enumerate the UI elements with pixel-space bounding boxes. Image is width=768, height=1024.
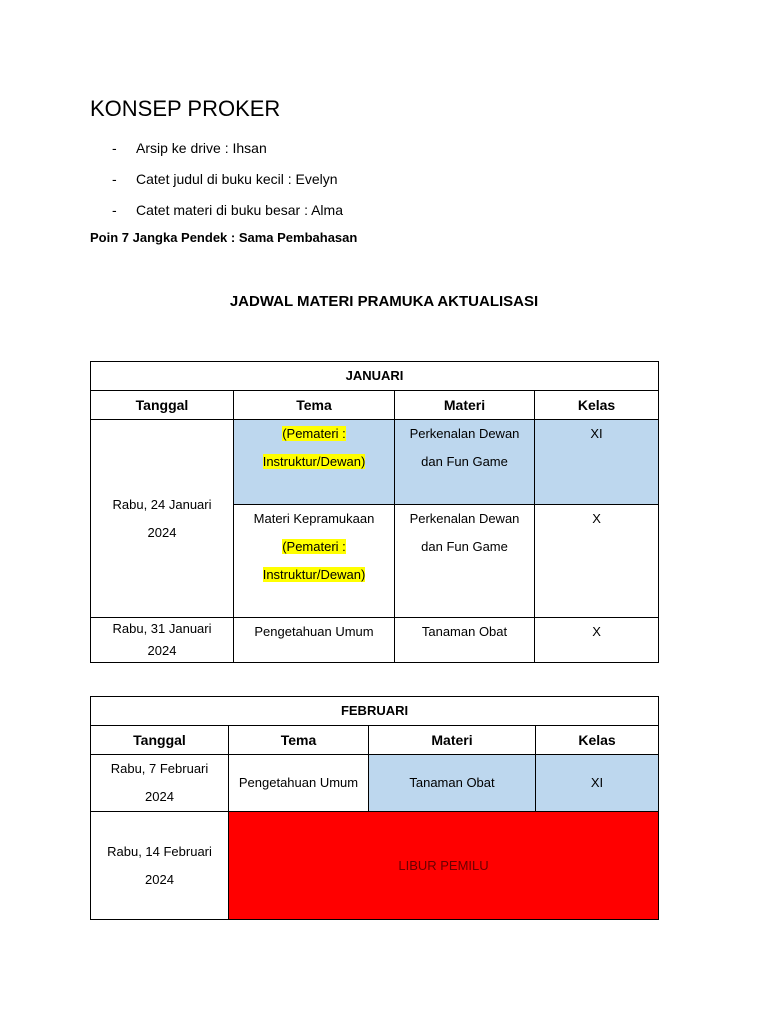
tanggal-year: 2024 [147,524,177,540]
column-header-tema: Tema [234,391,395,420]
table-row [91,618,659,663]
highlighted-text: (Pemateri : [282,539,346,554]
highlighted-text: Instruktur/Dewan) [262,567,366,582]
tema-cell [234,505,395,618]
tanggal-text: Rabu, 24 Januari [112,496,212,512]
bullet-dash: - [112,202,117,218]
tanggal-text: Rabu, 7 Februari [110,761,209,776]
table-row [91,812,659,920]
bullet-dash: - [112,140,117,156]
column-header-tanggal: Tanggal [91,726,229,755]
column-header-kelas: Kelas [536,726,659,755]
materi-text: Perkenalan Dewan [409,511,520,526]
highlighted-text: (Pemateri : [282,426,346,441]
materi-text: Perkenalan Dewan [409,426,520,441]
document-heading: KONSEP PROKER [90,96,281,121]
tema-cell: Pengetahuan Umum [229,755,369,812]
tanggal-text: Rabu, 31 Januari [112,621,212,636]
column-header-kelas: Kelas [535,391,659,420]
schedule-title: JADWAL MATERI PRAMUKA AKTUALISASI [229,293,539,310]
tanggal-year: 2024 [145,789,174,804]
materi-cell: Tanaman Obat [395,618,535,663]
tema-cell: Pengetahuan Umum [234,618,395,663]
task-list [112,138,343,231]
highlighted-text: Instruktur/Dewan) [262,454,366,469]
tanggal-cell [91,812,229,920]
list-item [112,200,343,231]
table-row [91,755,659,812]
kelas-cell: X [535,505,659,618]
materi-text: dan Fun Game [421,454,508,469]
column-header-materi: Materi [369,726,536,755]
tanggal-cell [91,755,229,812]
list-item [112,138,343,169]
kelas-cell: XI [535,420,659,505]
materi-cell [395,420,535,505]
kelas-cell: XI [536,755,659,812]
table-row [91,420,659,505]
februari-table [90,696,659,920]
tanggal-cell [91,618,234,663]
column-header-tema: Tema [229,726,369,755]
januari-table [90,361,659,663]
list-item [112,169,343,200]
list-item-text: Arsip ke drive : Ihsan [136,140,267,156]
tanggal-year: 2024 [145,871,174,887]
tanggal-year: 2024 [147,643,177,658]
poin-note: Poin 7 Jangka Pendek : Sama Pembahasan [90,230,358,245]
column-header-materi: Materi [395,391,535,420]
materi-cell: Tanaman Obat [369,755,536,812]
materi-text: dan Fun Game [421,539,508,554]
list-item-text: Catet materi di buku besar : Alma [136,202,343,218]
tanggal-text: Rabu, 14 Februari [107,843,212,859]
bullet-dash: - [112,171,117,187]
materi-cell [395,505,535,618]
column-header-tanggal: Tanggal [91,391,234,420]
tema-text: Materi Kepramukaan [253,511,375,526]
month-header: JANUARI [91,362,659,391]
tema-cell [234,420,395,505]
list-item-text: Catet judul di buku kecil : Evelyn [136,171,338,187]
tanggal-cell [91,420,234,618]
month-header: FEBRUARI [91,697,659,726]
kelas-cell: X [535,618,659,663]
libur-pemilu-cell: LIBUR PEMILU [229,812,659,920]
